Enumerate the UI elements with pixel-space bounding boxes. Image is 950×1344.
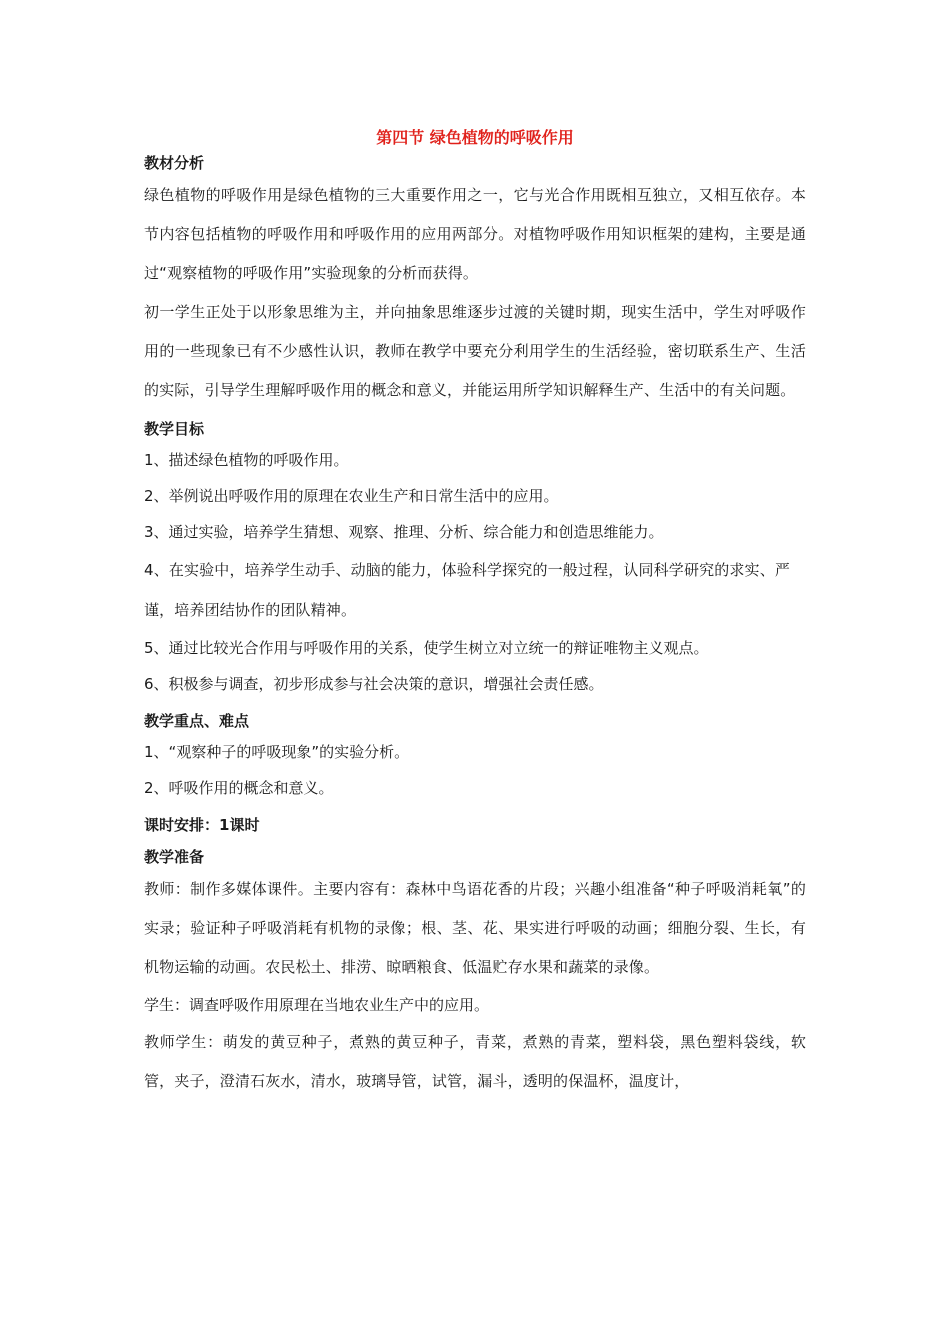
goal-item-6: 6、积极参与调查，初步形成参与社会决策的意识，增强社会责任感。 (144, 675, 604, 693)
section-heading-analysis: 教材分析 (144, 154, 205, 172)
preparation-teacher: 教师：制作多媒体课件。主要内容有：森林中鸟语花香的片段；兴趣小组准备“种子呼吸消耗氧”的实录；验证种子呼吸消耗有机物的录像；根、茎、花、果实进行呼吸的动画；细胞分裂、生长，有机物运输的动画。农民松土、排涝、晾晒粮食、低温贮存水果和蔬菜的录像。 (144, 880, 806, 976)
goal-item-1: 1、描述绿色植物的呼吸作用。 (144, 451, 349, 469)
preparation-student: 学生：调查呼吸作用原理在当地农业生产中的应用。 (144, 996, 490, 1014)
goal-item-3: 3、通过实验，培养学生猜想、观察、推理、分析、综合能力和创造思维能力。 (144, 523, 664, 541)
section-heading-preparation: 教学准备 (144, 848, 205, 866)
section-heading-goals: 教学目标 (144, 420, 205, 438)
goal-item-2: 2、举例说出呼吸作用的原理在农业生产和日常生活中的应用。 (144, 487, 559, 505)
preparation-materials: 教师学生：萌发的黄豆种子，煮熟的黄豆种子，青菜，煮熟的青菜，塑料袋，黑色塑料袋线，软管，夹子，澄清石灰水，清水，玻璃导管，试管，漏斗，透明的保温杯，温度计， (144, 1033, 806, 1090)
analysis-paragraph-1: 绿色植物的呼吸作用是绿色植物的三大重要作用之一，它与光合作用既相互独立，又相互依存。本节内容包括植物的呼吸作用和呼吸作用的应用两部分。对植物呼吸作用知识框架的建构，主要是通过“观察植物的呼吸作用”实验现象的分析而获得。 (144, 186, 806, 282)
goal-item-5: 5、通过比较光合作用与呼吸作用的关系，使学生树立对立统一的辩证唯物主义观点。 (144, 639, 709, 657)
key-point-item-1: 1、“观察种子的呼吸现象”的实验分析。 (144, 743, 410, 761)
goal-item-4: 4、在实验中，培养学生动手、动脑的能力，体验科学探究的一般过程，认同科学研究的求实、严谨，培养团结协作的团队精神。 (144, 561, 790, 619)
section-heading-schedule: 课时安排：1课时 (144, 816, 260, 834)
analysis-paragraph-2: 初一学生正处于以形象思维为主，并向抽象思维逐步过渡的关键时期，现实生活中，学生对呼吸作用的一些现象已有不少感性认识，教师在教学中要充分利用学生的生活经验，密切联系生产、生活的实际，引导学生理解呼吸作用的概念和意义，并能运用所学知识解释生产、生活中的有关问题。 (144, 303, 806, 399)
document-title: 第四节 绿色植物的呼吸作用 (376, 128, 574, 147)
key-point-item-2: 2、呼吸作用的概念和意义。 (144, 779, 334, 797)
section-heading-key-points: 教学重点、难点 (144, 712, 250, 730)
document-body (144, 150, 806, 1101)
